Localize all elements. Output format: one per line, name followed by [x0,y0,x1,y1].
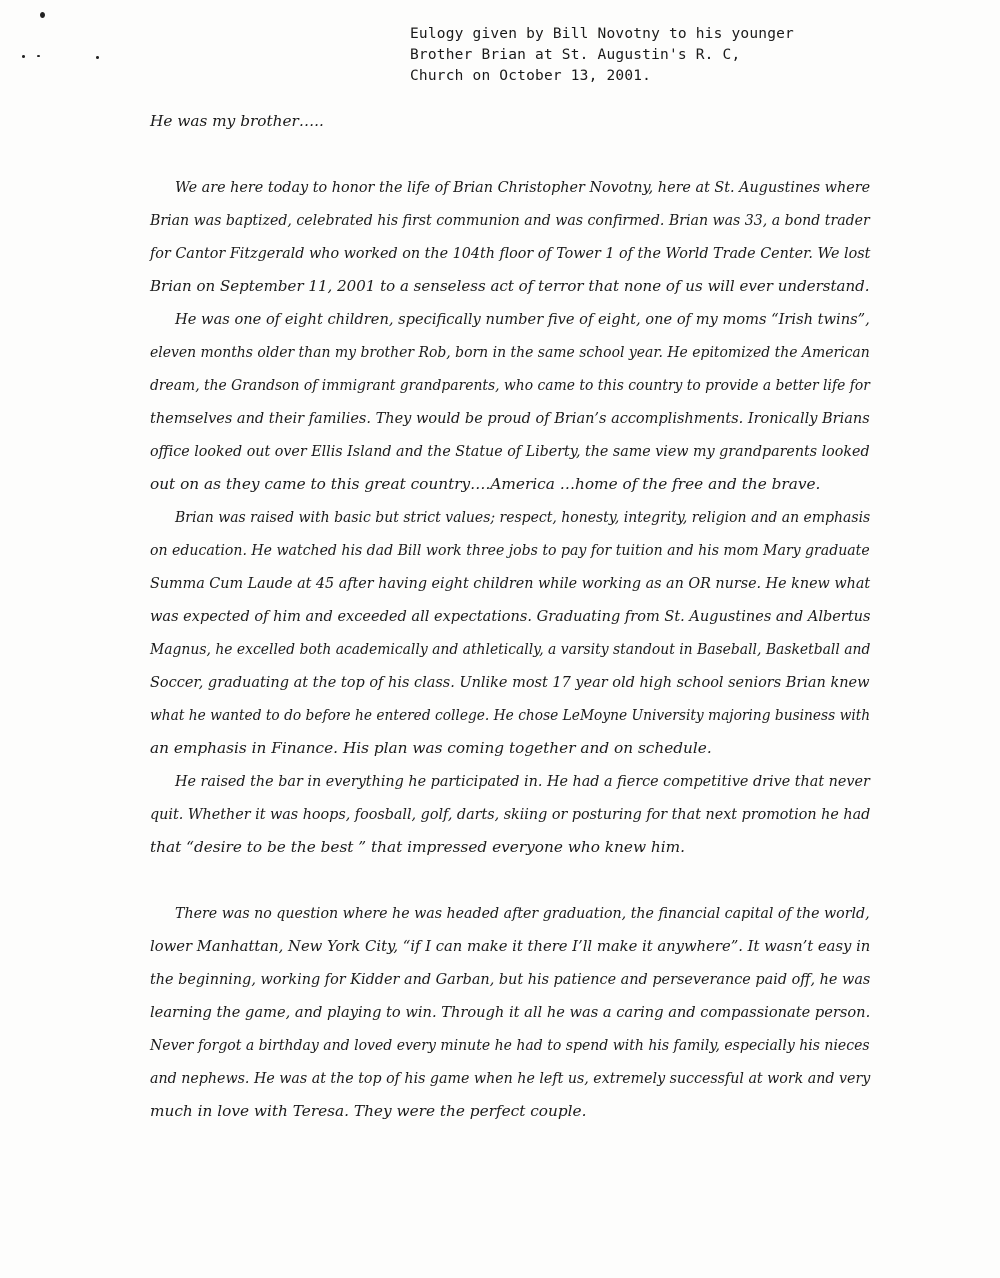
scan-speck [37,55,40,57]
body-line: Brian on September 11, 2001 to a senseless act of terror that none of us will ever understand. [150,277,870,295]
body-line: Brian was baptized, celebrated his first communion and was confirmed. Brian was 33, a bond trader [150,211,870,229]
body-line: on education. He watched his dad Bill work three jobs to pay for tuition and his mom Mary graduate [150,541,870,559]
body-line: the beginning, working for Kidder and Garban, but his patience and perseverance paid off, he was [150,970,871,988]
body-line: Soccer, graduating at the top of his class. Unlike most 17 year old high school seniors Brian knew [150,673,870,691]
body-line: Summa Cum Laude at 45 after having eight children while working as an OR nurse. He knew what [150,574,871,592]
body-line: He raised the bar in everything he participated in. He had a fierce competitive drive that never [175,772,870,790]
body-line: what he wanted to do before he entered college. He chose LeMoyne University majoring business with [150,706,871,724]
scan-speck [22,55,25,58]
body-line: an emphasis in Finance. His plan was coming together and on schedule. [150,739,712,757]
scan-speck [40,12,45,18]
body-line: There was no question where he was headed after graduation, the financial capital of the world, [175,904,870,922]
body-line: themselves and their families. They would be proud of Brian’s accomplishments. Ironically Brians [150,409,870,427]
body-line: and nephews. He was at the top of his game when he left us, extremely successful at work and very [150,1069,871,1087]
body-line: office looked out over Ellis Island and the Statue of Liberty, the same view my grandparents looked [150,442,870,460]
header-line: Brother Brian at St. Augustin's R. C, [410,47,741,63]
body-line: Brian was raised with basic but strict values; respect, honesty, integrity, religion and an emphasis [175,508,871,526]
document-header [410,24,970,87]
header-line: Church on October 13, 2001. [410,68,652,84]
header-line: Eulogy given by Bill Novotny to his younger [410,26,794,42]
body-line: for Cantor Fitzgerald who worked on the 104th floor of Tower 1 of the World Trade Center. We lost [150,244,871,262]
body-line: that “desire to be the best ” that impressed everyone who knew him. [150,838,686,856]
scan-speck [96,56,99,59]
body-line: We are here today to honor the life of Brian Christopher Novotny, here at St. Augustines where [175,178,871,196]
body-line: eleven months older than my brother Rob, born in the same school year. He epitomized the American [150,343,870,361]
body-line: much in love with Teresa. They were the perfect couple. [150,1102,587,1120]
body-line: learning the game, and playing to win. Through it all he was a caring and compassionate person. [150,1003,871,1021]
body-line: quit. Whether it was hoops, foosball, golf, darts, skiing or posturing for that next promotion he had [150,805,871,823]
body-line: dream, the Grandson of immigrant grandparents, who came to this country to provide a better life for [150,376,870,394]
body-line: Never forgot a birthday and loved every minute he had to spend with his family, especially his nieces [150,1036,870,1054]
body-line: lower Manhattan, New York City, “if I can make it there I’ll make it anywhere”. It wasn’t easy in [150,937,871,955]
opening-line: He was my brother….. [150,112,324,130]
body-line: was expected of him and exceeded all expectations. Graduating from St. Augustines and Albertus [150,607,871,625]
body-line: He was one of eight children, specifically number five of eight, one of my moms “Irish twins”, [175,310,870,328]
body-line: Magnus, he excelled both academically and athletically, a varsity standout in Baseball, Basketball and [150,640,871,658]
body-line: out on as they came to this great country….America …home of the free and the brave. [150,475,821,493]
